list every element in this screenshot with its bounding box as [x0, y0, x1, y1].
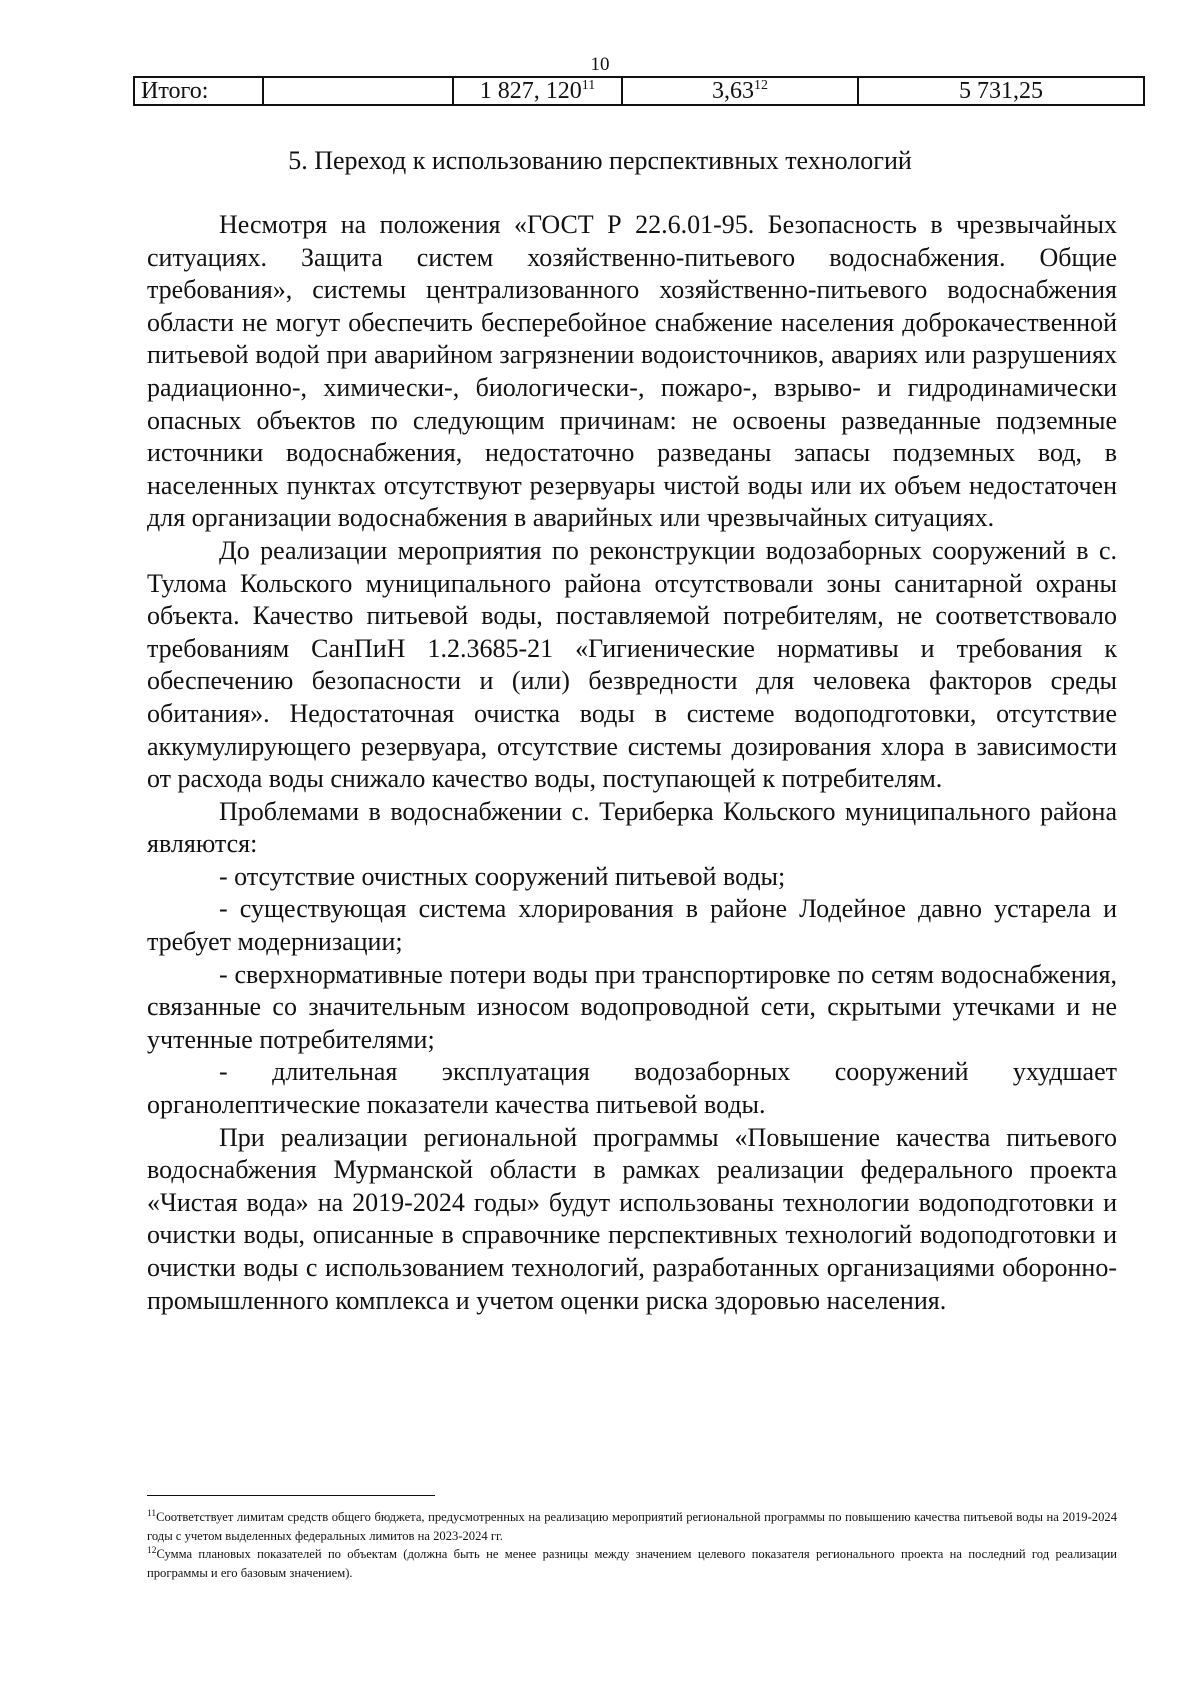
- list-item: - существующая система хлорирования в районе Лодейное давно устарела и требует модернизации;: [147, 894, 1117, 957]
- paragraph-program: При реализации региональной программы «Повышение качества питьевого водоснабжения Мурманской области в рамках реализации федерального проекта «Чистая вода» на 2019-2024 годы» будут использованы технологии водоподготовки и очистки воды, описанные в справочнике перспективных технологий водоподготовки и очистки воды с использованием технологий, разработанных организациями оборонно-промышленного комплекса и учетом оценки риска здоровью населения.: [147, 1122, 1117, 1315]
- totals-volume: 1 827, 120: [479, 78, 582, 104]
- totals-volume-cell: [453, 77, 622, 105]
- footnote-marker: 11: [147, 1508, 157, 1519]
- totals-amount-cell: 5 731,25: [858, 77, 1144, 105]
- totals-row: [134, 77, 1144, 105]
- paragraph-tuloma: До реализации мероприятия по реконструкции водозаборных сооружений в с. Тулома Кольского муниципального района отсутствовали зоны санитарной охраны объекта. Качество питьевой воды, поставляемой потребителям, не соответствовало требованиям СанПиН 1.2.3685-21 «Гигиенические нормативы и требования к обеспечению безопасности и (или) безвредности для человека факторов среды обитания». Недостаточная очистка воды в системе водоподготовки, отсутствие аккумулирующего резервуара, отсутствие системы дозирования хлора в зависимости от расхода воды снижало качество воды, поступающей к потребителям.: [147, 535, 1117, 794]
- footnote-text: Сумма плановых показателей по объектам (должна быть не менее разницы между значением целевого показателя регионального проекта на последний год реализации программы и его базовым значением).: [147, 1547, 1117, 1580]
- totals-indicator: 3,63: [712, 78, 755, 104]
- footnote-marker: 12: [147, 1545, 157, 1556]
- footnote-12: [147, 1545, 1117, 1582]
- paragraph-teriberka: Проблемами в водоснабжении с. Териберка Кольского муниципального района являются:: [147, 796, 1117, 859]
- list-item: - отсутствие очистных сооружений питьевой воды;: [219, 861, 786, 891]
- totals-indicator-cell: [622, 77, 858, 105]
- footnote-text: Соответствует лимитам средств общего бюджета, предусмотренных на реализацию мероприятий региональной программы по повышению качества питьевой воды на 2019-2024 годы с учетом выделенных федеральных лимитов на 2023-2024 гг.: [147, 1510, 1117, 1543]
- footnote-ref-12: 12: [754, 78, 768, 93]
- totals-table: [133, 76, 1145, 106]
- footnote-ref-11: 11: [581, 78, 596, 93]
- footnote-divider: [147, 1495, 435, 1496]
- paragraph-gost: Несмотря на положения «ГОСТ Р 22.6.01-95. Безопасность в чрезвычайных ситуациях. Защита систем хозяйственно-питьевого водоснабжения. Общие требования», системы централизованного хозяйственно-питьевого водоснабжения области не могут обеспечить бесперебойное снабжение населения доброкачественной питьевой водой при аварийном загрязнении водоисточников, авариях или разрушениях радиационно-, химически-, биологически-, пожаро-, взрыво- и гидродинамически опасных объектов по следующим причинам: не освоены разведанные подземные источники водоснабжения, недостаточно разведаны запасы подземных вод, в населенных пунктах отсутствуют резервуары чистой воды или их объем недостаточен для организации водоснабжения в аварийных или чрезвычайных ситуациях.: [147, 210, 1117, 533]
- page-number: 10: [590, 54, 610, 75]
- totals-empty-cell: [263, 77, 453, 105]
- body-text: [147, 209, 1117, 1317]
- footnotes: [147, 1508, 1117, 1582]
- list-item: - длительная эксплуатация водозаборных сооружений ухудшает органолептические показатели качества питьевой воды.: [147, 1057, 1117, 1120]
- totals-label-cell: Итого:: [134, 77, 263, 105]
- footnote-11: [147, 1508, 1117, 1545]
- list-item: - сверхнормативные потери воды при транспортировке по сетям водоснабжения, связанные со значительным износом водопроводной сети, скрытыми утечками и не учтенные потребителями;: [147, 959, 1117, 1054]
- section-title: 5. Переход к использованию перспективных технологий: [288, 146, 912, 175]
